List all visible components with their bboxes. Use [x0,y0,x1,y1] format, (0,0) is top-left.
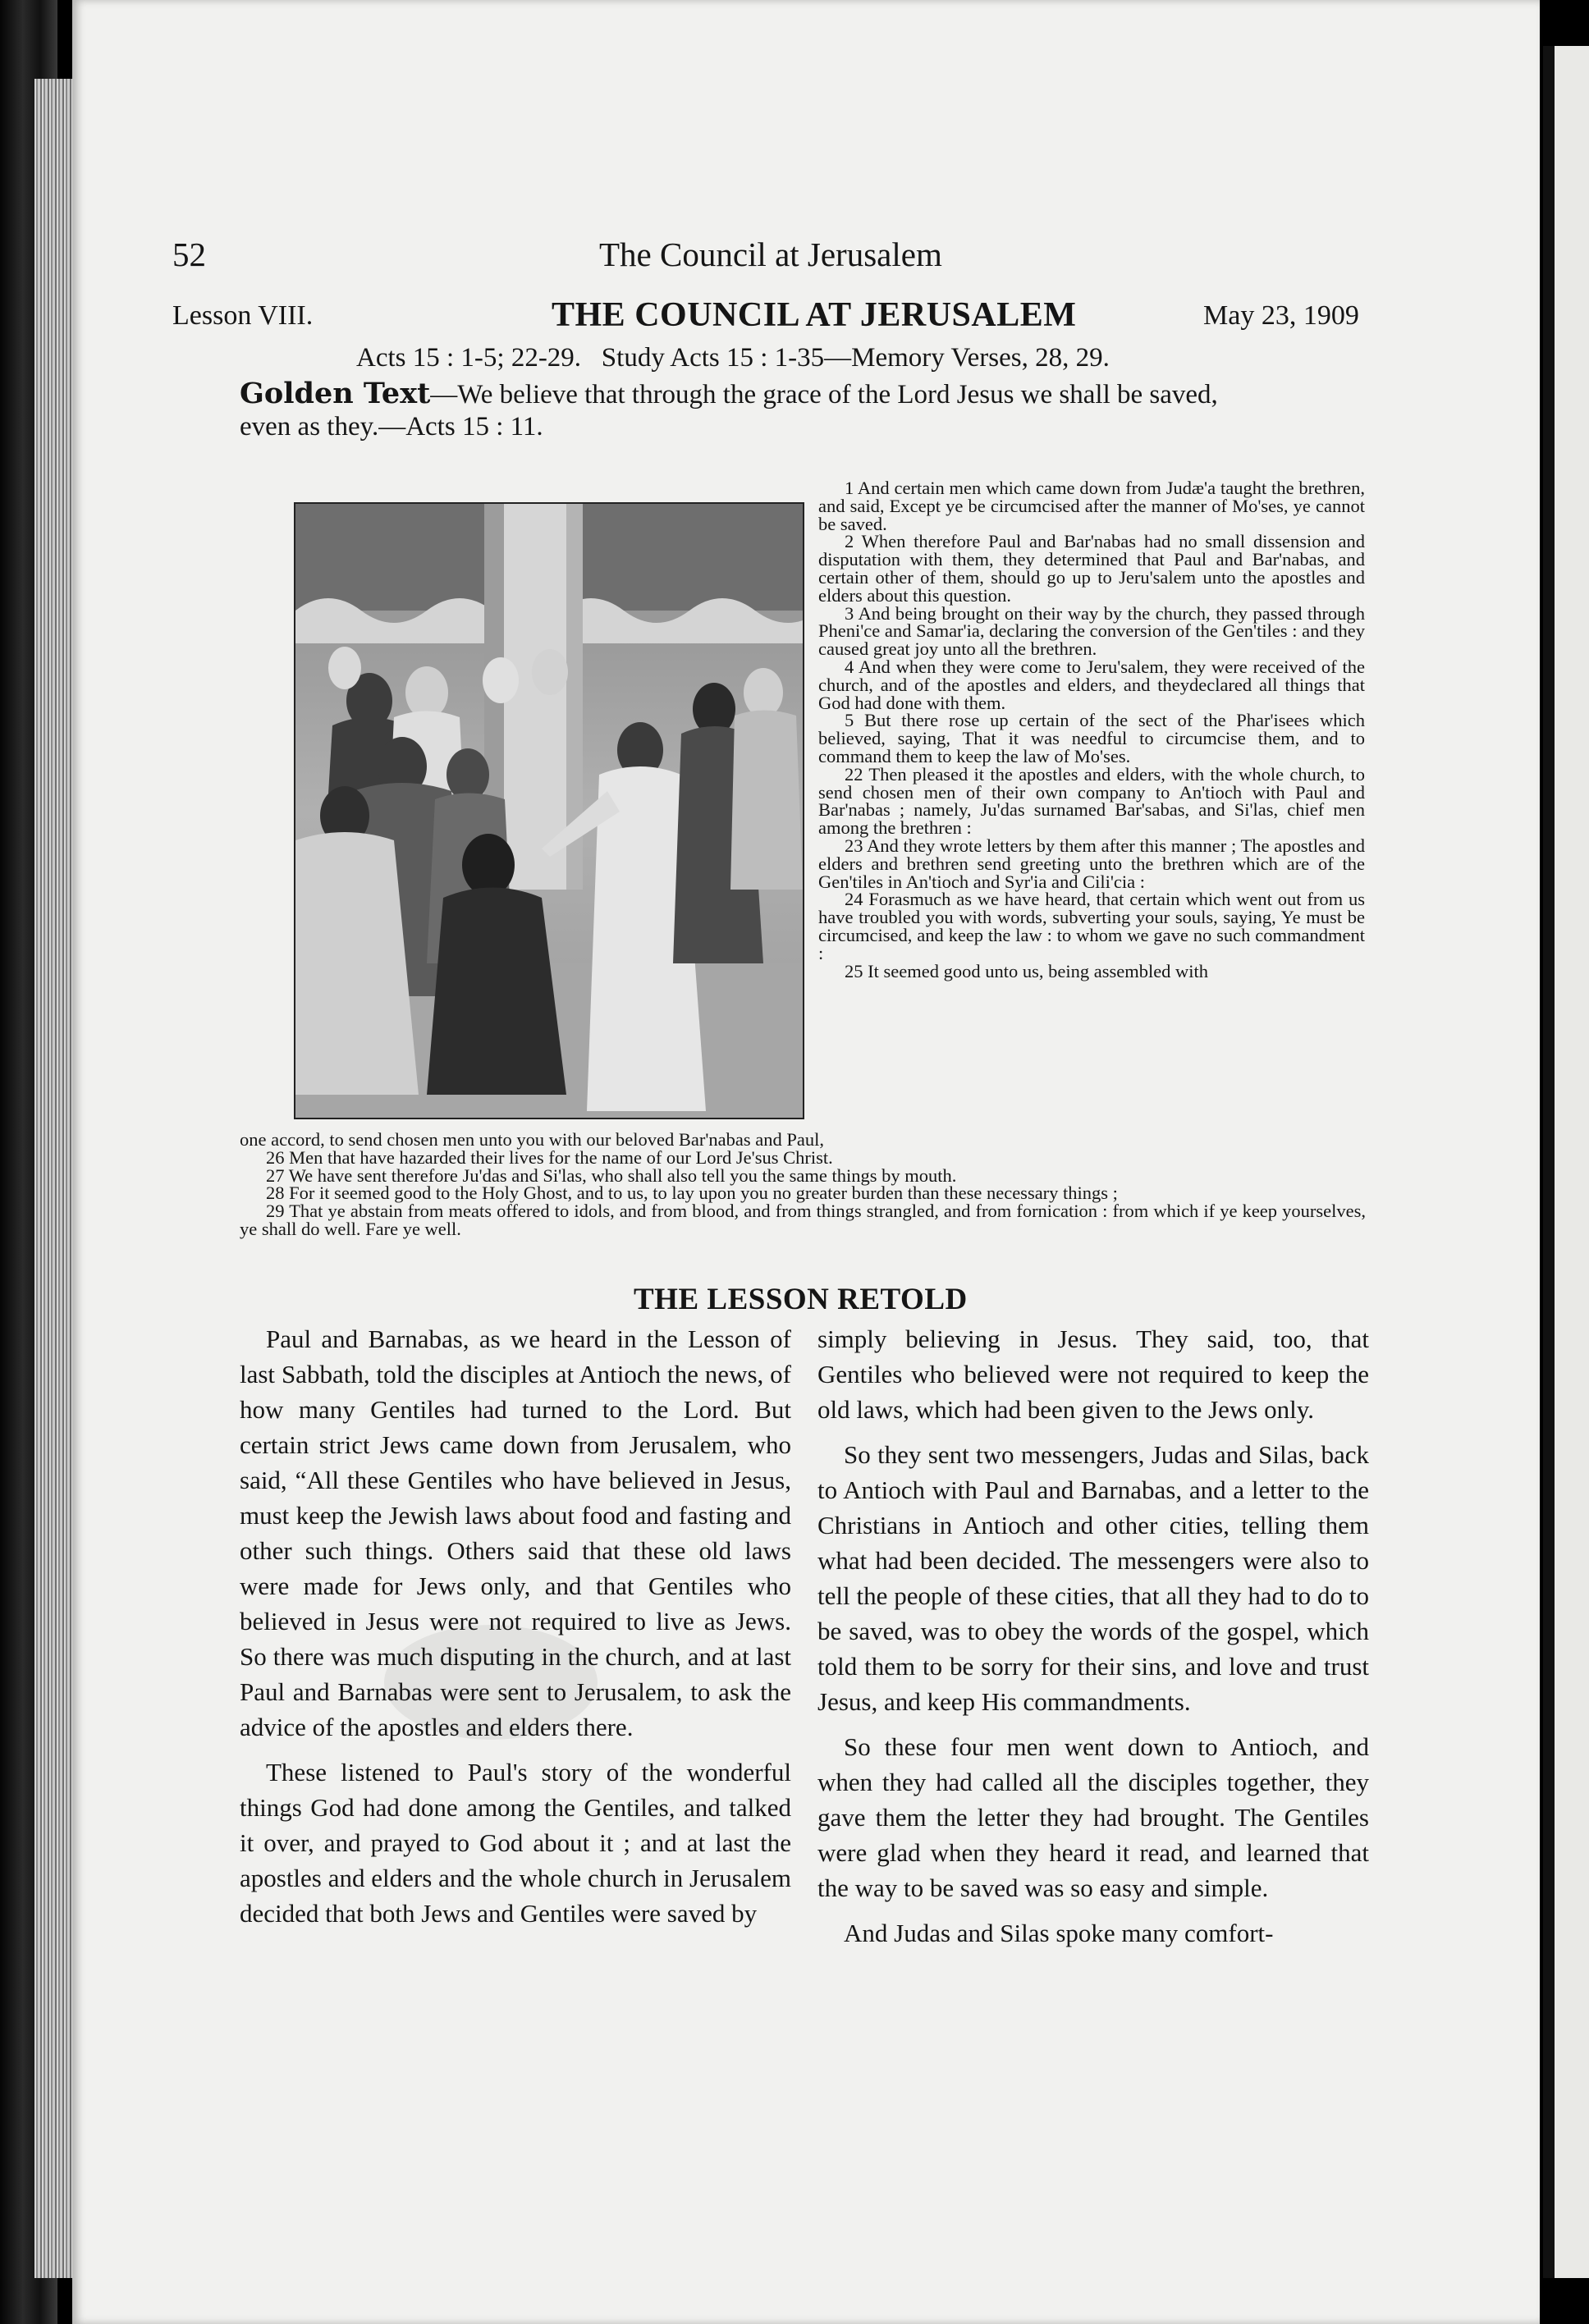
lesson-title: THE COUNCIL AT JERUSALEM [552,296,1077,334]
golden-text-body: —We believe that through the grace of the Lord Jesus we shall be saved, [430,380,1218,409]
paragraph: So these four men went down to Antioch, and when they had called all the disciples together, they gave them the letter they had brought. The Gentiles were glad when they heard it read, and learned that the way to be saved was so easy and simple. [817,1732,1369,1902]
verse: 5 But there rose up certain of the sect of the Phar'isees which believed, saying, That it was needful to circumcise them, and to command them to keep the law of Mo'ses. [818,710,1365,766]
section-heading: THE LESSON RETOLD [634,1283,968,1316]
paragraph: So they sent two messengers, Judas and Silas, back to Antioch with Paul and Barnabas, and a letter to the Christians in Antioch and other cities, telling them what had been decided. The messengers were also to tell the people of these cities, that all they had to do to be saved, was to obey the words of the gospel, which told them to be sorry for their sins, and love and trust Jesus, and keep His commandments. [817,1440,1369,1716]
council-scene-picture [295,504,803,1118]
golden-text-label: Golden Text [240,377,431,410]
verse: 28 For it seemed good to the Holy Ghost, and to us, to lay upon you no greater burden than these necessary things ; [266,1183,1118,1204]
paragraph: Paul and Barnabas, as we heard in the Lesson of last Sabbath, told the disciples at Antioch the news, of how many Gentiles had turned to the Lord. But certain strict Jews came down from Jerusalem, who said, “All these Gentiles who have believed in Jesus, must keep the Jewish laws about food and fasting and other such things. Others said that these old laws were made for Jews only, and that Gentiles who believed in Jesus were not required to live as Jews. So there was much disputing in the church, and at last Paul and Barnabas were sent to Jerusalem, to ask the advice of the apostles and elders there. [240,1324,791,1741]
retold-right-column [817,1321,1369,1960]
illustration-engraving [294,502,804,1119]
retold-left-column [240,1321,791,1941]
lesson-date: May 23, 1909 [1203,300,1359,331]
paragraph: And Judas and Silas spoke many comfort- [844,1919,1274,1947]
scripture-verses-column [818,479,1365,980]
verse: 24 Forasmuch as we have heard, that certain which went out from us have troubled you with words, subverting your souls, saying, Ye must be circumcised, and keep the law : to whom we gave no such commandment : [818,889,1365,963]
verse: 3 And being brought on their way by the church, they passed through Pheni'ce and Samar'ia, declaring the conversion of the Gen'tiles : and they caused great joy unto all the brethren. [818,602,1365,660]
book-page-edges [34,79,74,2278]
page-number: 52 [172,236,206,273]
paragraph: These listened to Paul's story of the wonderful things God had done among the Gentiles, and talked it over, and prayed to God about it ; and at last the apostles and elders and the whole church in Jerusalem decided that both Jews and Gentiles were saved by [240,1758,791,1928]
verse: 23 And they wrote letters by them after this manner ; The apostles and elders and brethren send greeting unto the brethren which are of the Gen'tiles in An'tioch and Syr'ia and Cili'cia : [818,835,1365,892]
adjacent-page-edge [1543,46,1589,2278]
verse: 4 And when they were come to Jeru'salem, they were received of the church, and of the apostles and elders, and theydeclared all things that God had done with them. [818,656,1365,713]
verse: 2 When therefore Paul and Bar'nabas had no small dissension and disputation with them, they determined that Paul and Bar'nabas, and certain other of them, should go up to Jeru'salem unto the apostles and elders about this question. [818,531,1365,606]
golden-text [240,377,1366,411]
verse: 25 It seemed good unto us, being assembled with [845,960,1209,981]
verse: 27 We have sent therefore Ju'das and Si'las, who shall also tell you the same things by mouth. [266,1164,957,1186]
paragraph: simply believing in Jesus. They said, too, that Gentiles who believed were not required to keep the old laws, which had been given to the Jews only. [817,1324,1369,1424]
golden-text-citation: even as they.—Acts 15 : 11. [240,412,543,441]
scripture-verses-full-width [240,1131,1366,1238]
verse: 22 Then pleased it the apostles and elders, with the whole church, to send chosen men of their own company to An'tioch with Paul and Bar'nabas ; namely, Ju'das surnamed Bar'sabas, and Si'las, chief men among the brethren : [818,763,1365,839]
running-title: The Council at Jerusalem [599,236,942,273]
verse: 26 Men that have hazarded their lives for the name of our Lord Je'sus Christ. [266,1146,833,1168]
verse: 29 That ye abstain from meats offered to idols, and from blood, and from things strangled, and from fornication : from which if ye keep yourselves, ye shall do well. Fare ye well. [240,1201,1366,1239]
lesson-number: Lesson VIII. [172,300,314,331]
verse: 1 And certain men which came down from Judæ'a taught the brethren, and said, Except ye be circumcised after the manner of Mo'ses, ye cannot be saved. [818,478,1365,534]
scripture-reference: Acts 15 : 1-5; 22-29. Study Acts 15 : 1-35—Memory Verses, 28, 29. [356,343,1110,373]
verse: one accord, to send chosen men unto you with our beloved Bar'nabas and Paul, [240,1129,825,1150]
